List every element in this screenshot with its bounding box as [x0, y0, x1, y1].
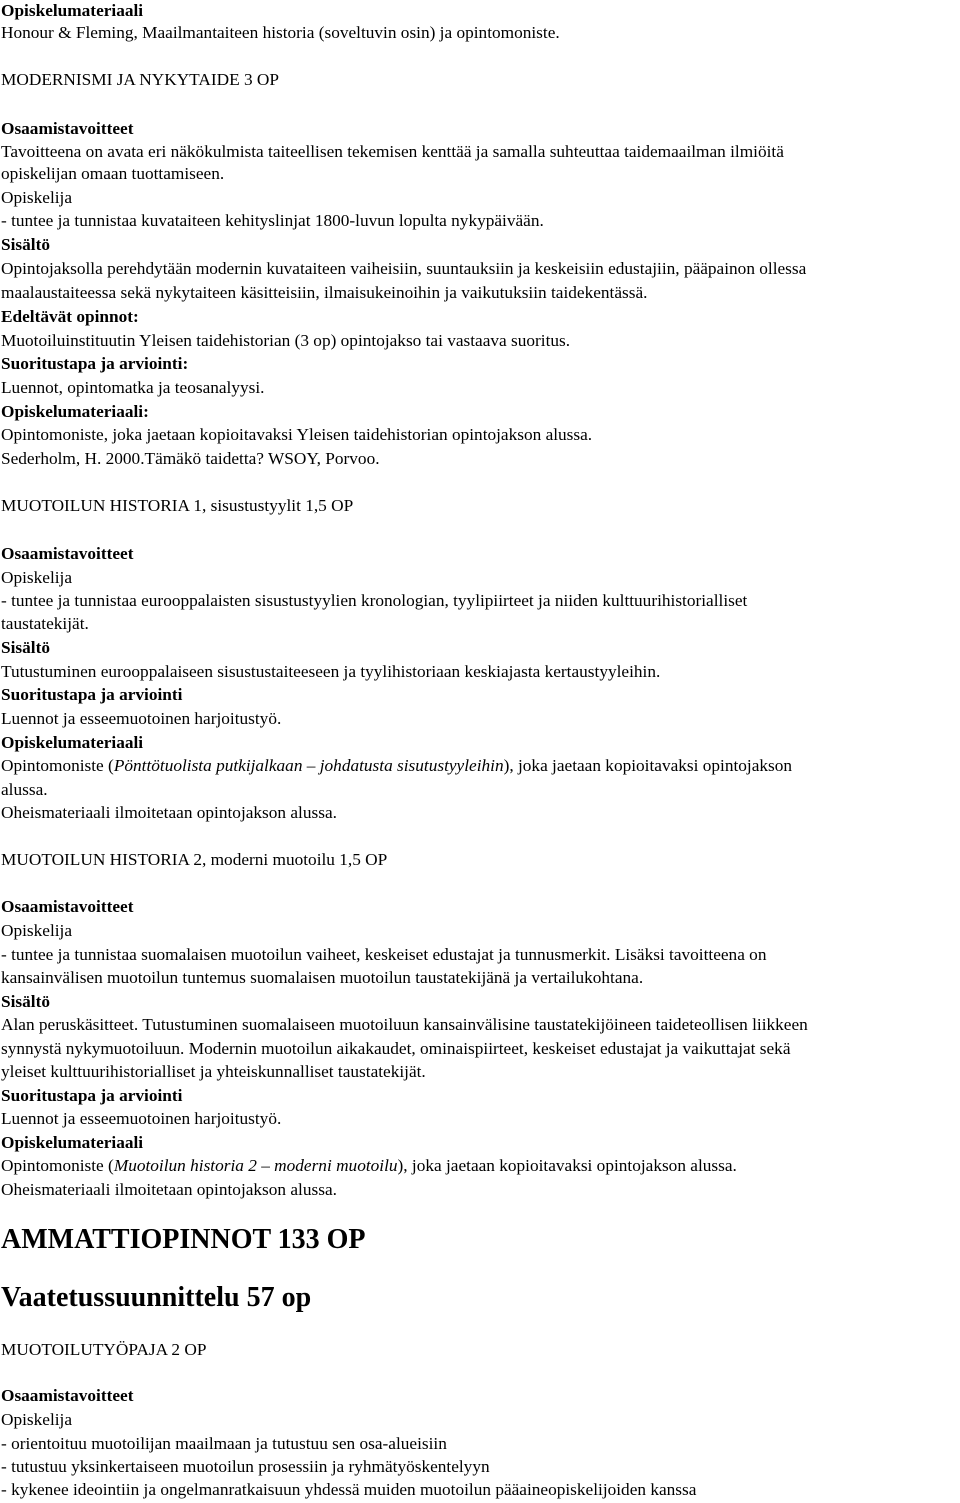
section-heading-clothing-design: Vaatetussuunnittelu 57 op: [1, 1282, 312, 1313]
content-text: Alan peruskäsitteet. Tutustuminen suomalaiseen muotoiluun kansainvälisine taustatekijöineen taideteollisen liikkeen: [1, 1015, 808, 1034]
material-text: Opintomoniste (Pönttötuolista putkijalkaan – johdatusta sisutustyyleihin), joka jaetaan kopioitavaksi opintojakson: [1, 756, 793, 775]
objectives-label: Osaamistavoitteet: [1, 544, 134, 563]
objectives-label: Osaamistavoitteet: [1, 897, 134, 916]
student-text: - kykenee ideointiin ja ongelmanratkaisuun yhdessä muiden muotoilun pääaineopiskelijoiden kanssa: [1, 1480, 697, 1499]
prerequisites-label: Edeltävät opinnot:: [1, 307, 139, 326]
assessment-label: Suoritustapa ja arviointi:: [1, 354, 189, 373]
student-text: - tuntee ja tunnistaa kuvataiteen kehityslinjat 1800-luvun lopulta nykypäivään.: [1, 211, 544, 230]
material-label: Opiskelumateriaali: [1, 733, 144, 752]
content-text: yleiset kulttuurihistorialliset ja yhteiskunnalliset taustatekijät.: [1, 1062, 426, 1081]
assessment-text: Luennot ja esseemuotoinen harjoitustyö.: [1, 1109, 282, 1128]
extra-material-text: Oheismateriaali ilmoitetaan opintojakson alussa.: [1, 803, 337, 822]
content-text: synnystä nykymuotoiluun. Modernin muotoilun aikakaudet, ominaispiirteet, keskeiset edustajat ja vaikuttajat sekä: [1, 1039, 791, 1058]
student-text: taustatekijät.: [1, 614, 89, 633]
course-heading-history-1: MUOTOILUN HISTORIA 1, sisustustyylit 1,5 OP: [1, 496, 354, 515]
prerequisites-text: Muotoiluinstituutin Yleisen taidehistorian (3 op) opintojakso tai vastaava suoritus.: [1, 331, 571, 350]
material-text: Opintomoniste, joka jaetaan kopioitavaksi Yleisen taidehistorian opintojakson alussa.: [1, 425, 593, 444]
student-label: Opiskelija: [1, 921, 73, 940]
objectives-label: Osaamistavoitteet: [1, 1386, 134, 1405]
content-label: Sisältö: [1, 235, 50, 254]
student-label: Opiskelija: [1, 1410, 73, 1429]
student-text: kansainvälisen muotoilun tuntemus suomalaisen muotoilun taustatekijänä ja vertailukohtana.: [1, 968, 644, 987]
material-text: alussa.: [1, 780, 48, 799]
content-text: maalaustaiteessa sekä nykytaiteen käsitteisiin, ilmaisukeinoihin ja vaikutuksiin taidekentässä.: [1, 283, 648, 302]
material-text: Sederholm, H. 2000.Tämäkö taidetta? WSOY, Porvoo.: [1, 449, 380, 468]
objectives-text: opiskelijan omaan tuottamiseen.: [1, 164, 225, 183]
student-label: Opiskelija: [1, 568, 73, 587]
assessment-label: Suoritustapa ja arviointi: [1, 1086, 183, 1105]
course-heading-history-2: MUOTOILUN HISTORIA 2, moderni muotoilu 1,5 OP: [1, 850, 388, 869]
course-heading-workshop: MUOTOILUTYÖPAJA 2 OP: [1, 1340, 207, 1359]
material-label: Opiskelumateriaali: [1, 1133, 144, 1152]
assessment-text: Luennot, opintomatka ja teosanalyysi.: [1, 378, 265, 397]
content-label: Sisältö: [1, 638, 50, 657]
content-label: Sisältö: [1, 992, 50, 1011]
student-text: - tutustuu yksinkertaiseen muotoilun prosessiin ja ryhmätyöskentelyyn: [1, 1457, 490, 1476]
student-text: - tuntee ja tunnistaa suomalaisen muotoilun vaiheet, keskeiset edustajat ja tunnusmerkit. Lisäksi tavoitteena on: [1, 945, 767, 964]
material-text: Honour & Fleming, Maailmantaiteen historia (soveltuvin osin) ja opintomoniste.: [1, 23, 560, 42]
assessment-label: Suoritustapa ja arviointi: [1, 685, 183, 704]
assessment-text: Luennot ja esseemuotoinen harjoitustyö.: [1, 709, 282, 728]
content-text: Tutustuminen eurooppalaiseen sisustustaiteeseen ja tyylihistoriaan keskiajasta kertaustyyleihin.: [1, 662, 661, 681]
material-label: Opiskelumateriaali:: [1, 402, 149, 421]
course-heading-modernismi: MODERNISMI JA NYKYTAIDE 3 OP: [1, 70, 280, 89]
objectives-text: Tavoitteena on avata eri näkökulmista taiteellisen tekemisen kenttää ja samalla suhteuttaa taidemaailman ilmiöitä: [1, 142, 784, 161]
material-text: Opintomoniste (Muotoilun historia 2 – moderni muotoilu), joka jaetaan kopioitavaksi opintojakson alussa.: [1, 1156, 737, 1175]
extra-material-text: Oheismateriaali ilmoitetaan opintojakson alussa.: [1, 1180, 337, 1199]
student-label: Opiskelija: [1, 188, 73, 207]
objectives-label: Osaamistavoitteet: [1, 119, 134, 138]
content-text: Opintojaksolla perehdytään modernin kuvataiteen vaiheisiin, suuntauksiin ja keskeisiin edustajiin, pääpainon ollessa: [1, 259, 807, 278]
student-text: - orientoituu muotoilijan maailmaan ja tutustuu sen osa-alueisiin: [1, 1434, 447, 1453]
material-label: Opiskelumateriaali: [1, 1, 144, 20]
student-text: - tuntee ja tunnistaa eurooppalaisten sisustustyylien kronologian, tyylipiirteet ja niiden kulttuurihistorialliset: [1, 591, 748, 610]
section-heading-professional-studies: AMMATTIOPINNOT 133 OP: [1, 1224, 366, 1255]
